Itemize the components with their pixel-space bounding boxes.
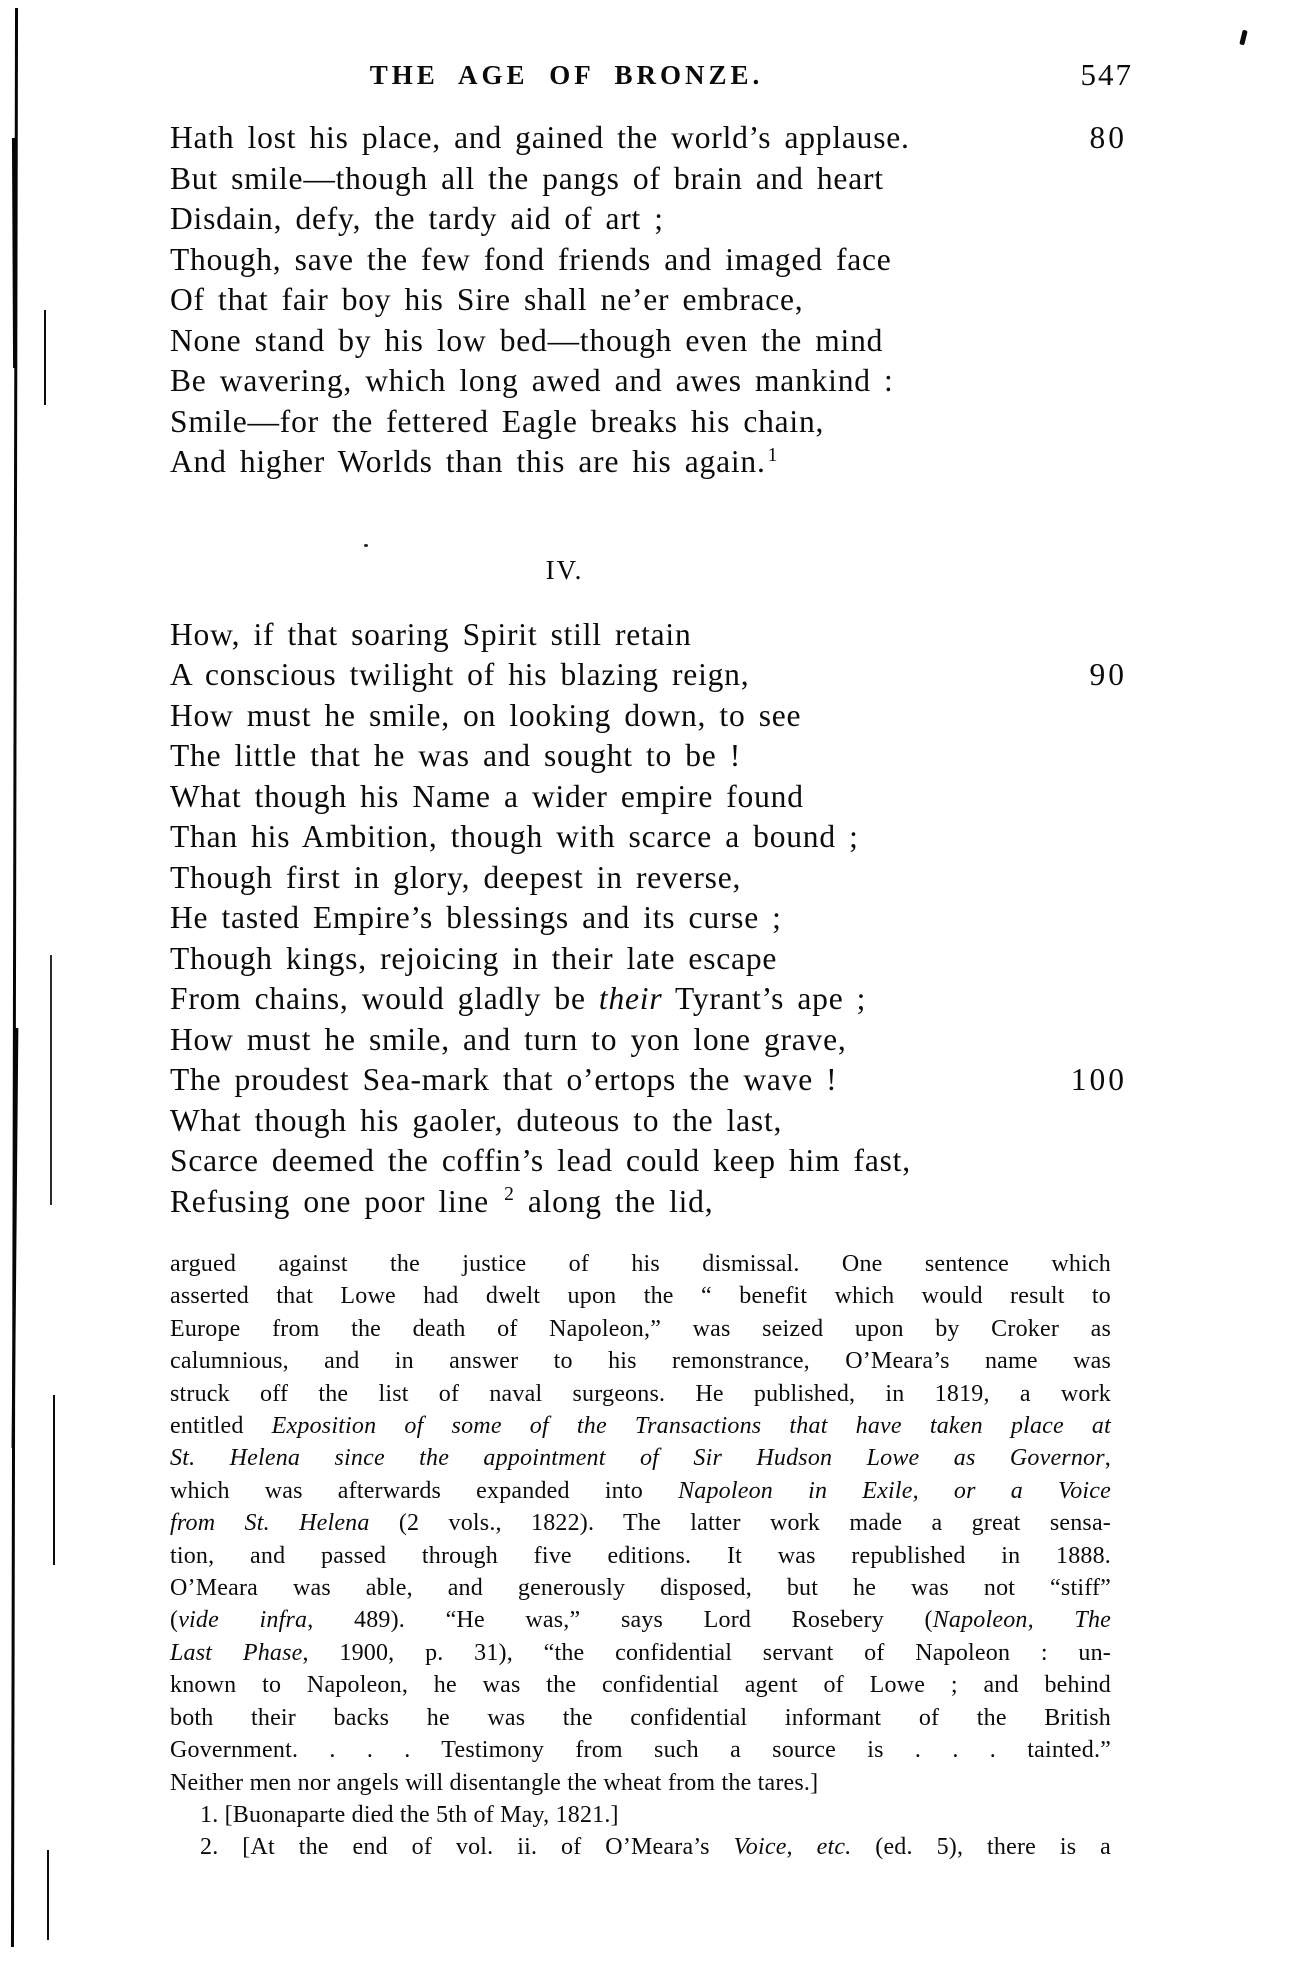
footnote-line: [170, 1604, 1111, 1636]
footnote-ref: 1: [767, 444, 779, 466]
poem-line: [170, 817, 1129, 858]
text-segment: How must he smile, and turn to yon lone grave,: [170, 1021, 847, 1057]
poem-line: [170, 442, 1129, 483]
footnote-line: [170, 1345, 1111, 1377]
poem-line: [170, 240, 1129, 281]
text-segment: Of that fair boy his Sire shall ne’er embrace,: [170, 282, 804, 317]
poem-line: [170, 321, 1129, 362]
poem-line: [170, 1101, 1129, 1142]
text-segment: (ed. 5), there is a: [851, 1834, 1111, 1861]
text-segment: He tasted Empire’s blessings and its curse ;: [170, 900, 782, 935]
poem-line-number: 100: [1070, 1062, 1127, 1097]
text-segment: And higher Worlds than this are his again.: [170, 444, 766, 479]
scan-artifact-dash: [47, 1850, 49, 1940]
text-segment: Be wavering, which long awed and awes mankind :: [170, 363, 894, 398]
text-segment: Government. . . . Testimony from such a source is . . . tainted.”: [170, 1737, 1111, 1764]
poem-line: [170, 159, 1129, 200]
text-segment: Than his Ambition, though with scarce a bound ;: [170, 819, 859, 854]
footnote-continuation: [170, 1248, 1111, 1799]
footnote-line: [170, 1637, 1111, 1669]
poem-line: [170, 696, 1129, 737]
poem-line: [170, 199, 1129, 240]
text-segment: From chains, would gladly be: [170, 981, 599, 1016]
poem-line: [170, 615, 1129, 656]
text-segment: asserted that Lowe had dwelt upon the “ benefit which would result to: [170, 1283, 1111, 1310]
footnote-line: [170, 1280, 1111, 1312]
text-segment: Hath lost his place, and gained the world’s applause.: [170, 120, 910, 155]
text-segment: argued against the justice of his dismissal. One sentence which: [170, 1251, 1111, 1277]
page-number: 547: [1080, 57, 1133, 92]
footnote-notes: [170, 1799, 1111, 1864]
text-segment: tion, and passed through five editions. It was republished in 1888.: [170, 1542, 1111, 1569]
italic-text: their: [598, 981, 663, 1016]
footnote-line: [170, 1767, 1111, 1799]
poem-line-number: 90: [1089, 657, 1127, 692]
stanza-iv: [170, 615, 1129, 1223]
text-segment: 2. [At the end of vol. ii. of O’Meara’s: [200, 1834, 734, 1861]
scan-artifact-dash: [53, 1395, 55, 1565]
page-header: [170, 57, 1133, 100]
poem-line: [170, 361, 1129, 402]
text-segment: Though kings, rejoicing in their late escape: [170, 940, 778, 976]
poem-line: [170, 1182, 1129, 1223]
text-segment: The proudest Sea-mark that o’ertops the wave !: [170, 1062, 838, 1097]
italic-text: St. Helena since the appointment of Sir Hudson Lowe as Governor: [170, 1445, 1105, 1472]
text-segment: known to Napoleon, he was the confidential agent of Lowe ; and behind: [170, 1672, 1111, 1699]
text-segment: What though his gaoler, duteous to the last,: [170, 1102, 783, 1138]
footnote-line: [170, 1442, 1111, 1474]
poem-line: [170, 736, 1129, 777]
text-segment: Tyrant’s ape ;: [662, 981, 867, 1016]
footnote-line: [170, 1475, 1111, 1507]
text-segment: The little that he was and sought to be !: [170, 738, 742, 773]
italic-text: vide infra: [178, 1607, 308, 1634]
poem-line: [170, 777, 1129, 818]
poem-line: [170, 979, 1129, 1020]
text-segment: calumnious, and in answer to his remonstrance, O’Meara’s name was: [170, 1348, 1111, 1375]
text-segment: Though, save the few fond friends and imaged face: [170, 241, 892, 277]
footnote-ref: 2: [504, 1184, 515, 1205]
scan-artifact-left-edge: [11, 8, 18, 1947]
poem-line-number: 80: [1089, 120, 1127, 155]
text-segment: Though first in glory, deepest in reverse,: [170, 859, 742, 895]
italic-text: Voice, etc.: [733, 1834, 852, 1861]
text-segment: along the lid,: [514, 1183, 714, 1219]
text-segment: Neither men nor angels will disentangle the wheat from the tares.]: [170, 1769, 819, 1796]
poem-line: [170, 939, 1129, 980]
footnote-line: [170, 1669, 1111, 1701]
text-segment: Smile—for the fettered Eagle breaks his chain,: [170, 403, 825, 439]
text-segment: (2 vols., 1822). The latter work made a great sensa-: [369, 1510, 1111, 1537]
text-segment: Scarce deemed the coffin’s lead could keep him fast,: [170, 1143, 911, 1178]
footnotes-block: [170, 1248, 1129, 1864]
text-segment: Europe from the death of Napoleon,” was seized upon by Croker as: [170, 1315, 1111, 1342]
footnote-line: [170, 1572, 1111, 1604]
text-segment: Refusing one poor line: [170, 1183, 503, 1219]
text-segment: , 1900, p. 31), “the confidential servant of Napoleon : un-: [302, 1639, 1111, 1666]
text-segment: None stand by his low bed—though even the mind: [170, 322, 884, 358]
text-segment: both their backs he was the confidential informant of the British: [170, 1704, 1111, 1731]
stanza-iv-lines: [170, 615, 1129, 1223]
footnote-line: [170, 1248, 1111, 1280]
italic-text: Last Phase: [170, 1639, 303, 1666]
text-segment: O’Meara was able, and generously disposed, but he was not “stiff”: [170, 1575, 1111, 1602]
footnote-line: [170, 1540, 1111, 1572]
footnote-line: [170, 1702, 1111, 1734]
footnote-line: [170, 1734, 1111, 1766]
poem-line: [170, 1060, 1129, 1101]
text-column: [170, 118, 1129, 1864]
footnote-line: [170, 1410, 1111, 1442]
italic-text: Napoleon in Exile, or a Voice: [678, 1477, 1111, 1504]
poem-line: [170, 118, 1129, 159]
text-segment: How must he smile, on looking down, to see: [170, 697, 802, 733]
footnote-line: [170, 1313, 1111, 1345]
poem-line: [170, 898, 1129, 939]
poem-line: [170, 402, 1129, 443]
italic-text: from St. Helena: [170, 1510, 370, 1537]
running-title: THE AGE OF BRONZE.: [369, 60, 764, 90]
text-segment: (: [170, 1607, 179, 1634]
text-segment: , 489). “He was,” says Lord Rosebery (: [307, 1607, 933, 1634]
text-segment: ,: [1104, 1445, 1111, 1472]
italic-text: Exposition of some of the Transactions that have taken place at: [271, 1413, 1112, 1440]
text-segment: But smile—though all the pangs of brain and heart: [170, 160, 884, 196]
footnote-item: [170, 1799, 1111, 1831]
section-heading-iv: IV.: [545, 554, 584, 585]
stanza-iii: [170, 118, 1129, 483]
italic-text: Napoleon, The: [932, 1607, 1111, 1634]
text-segment: entitled: [170, 1413, 272, 1440]
poem-line: [170, 1141, 1129, 1182]
footnote-item: [170, 1831, 1111, 1863]
poem-line: [170, 858, 1129, 899]
text-segment: What though his Name a wider empire found: [170, 778, 804, 814]
text-segment: 1. [Buonaparte died the 5th of May, 1821.]: [200, 1801, 619, 1828]
text-segment: How, if that soaring Spirit still retain: [170, 616, 692, 652]
footnote-line: [170, 1378, 1111, 1410]
poem-line: [170, 1020, 1129, 1061]
text-segment: Disdain, defy, the tardy aid of art ;: [170, 201, 664, 236]
text-segment: A conscious twilight of his blazing reign,: [170, 657, 750, 692]
scan-artifact-dash: [44, 310, 46, 405]
text-segment: which was afterwards expanded into: [170, 1477, 679, 1504]
poem-line: [170, 280, 1129, 321]
poem-line: [170, 655, 1129, 696]
scan-artifact-speck: [1239, 30, 1247, 46]
text-segment: struck off the list of naval surgeons. He published, in 1819, a work: [170, 1380, 1111, 1407]
footnote-line: [170, 1507, 1111, 1539]
stanza-iii-lines: [170, 118, 1129, 483]
scan-artifact-dash: [50, 955, 52, 1205]
